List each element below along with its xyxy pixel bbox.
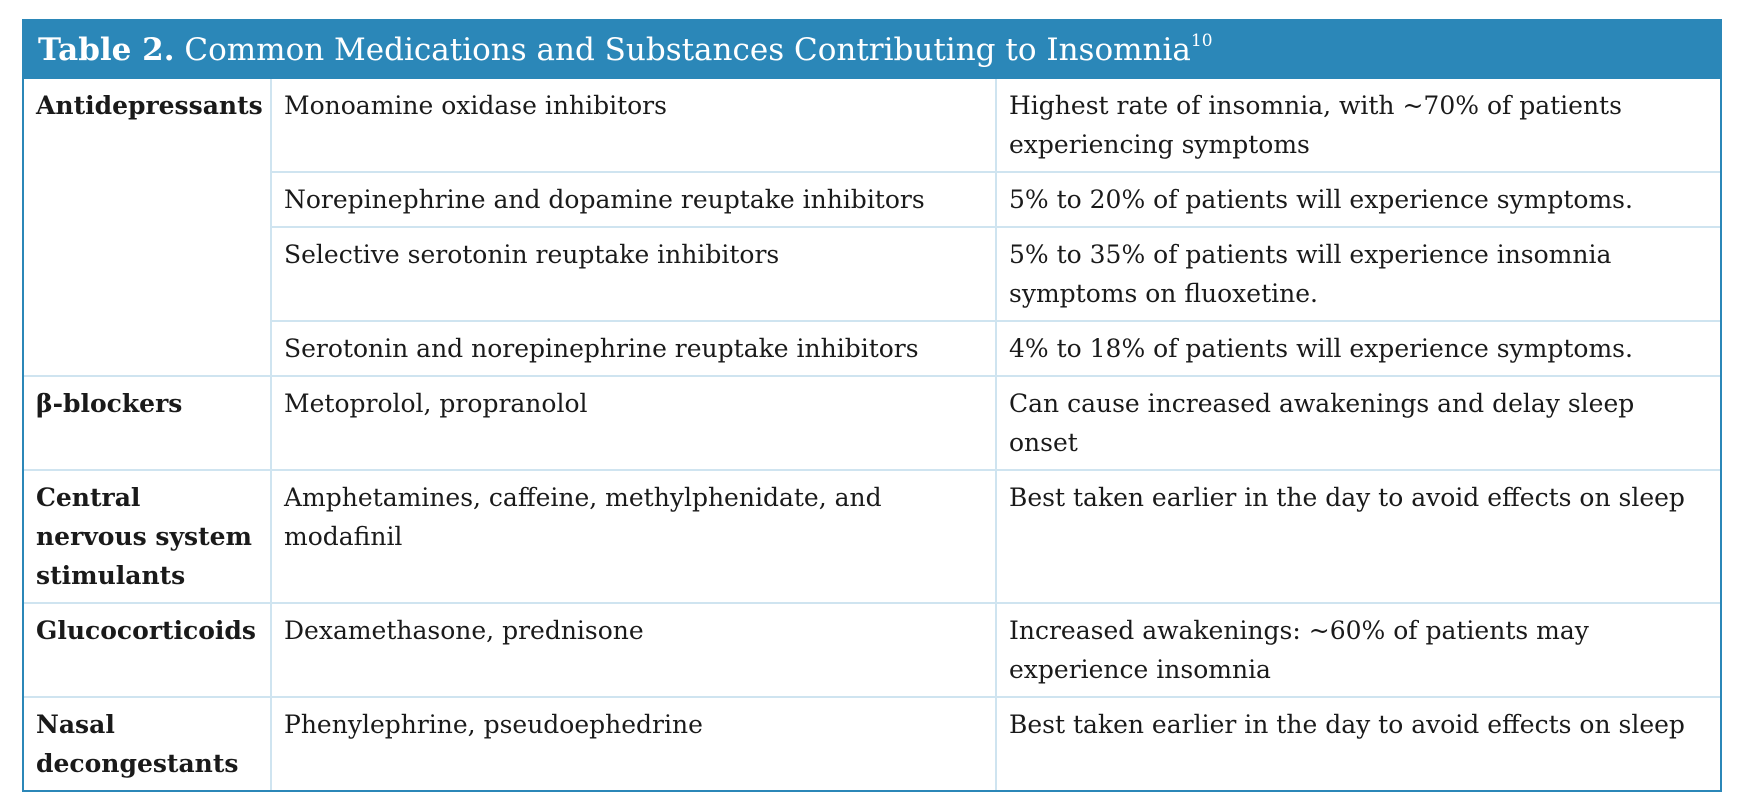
table-row [24,376,1720,470]
notes-cell: Can cause increased awakenings and delay sleep onset [996,376,1720,470]
agents-cell: Metoprolol, propranolol [271,376,996,470]
table-row [24,321,1720,376]
notes-cell: Best taken earlier in the day to avoid effects on sleep [996,697,1720,790]
notes-cell: 5% to 35% of patients will experience insomnia symptoms on fluoxetine. [996,227,1720,321]
notes-cell: 5% to 20% of patients will experience symptoms. [996,172,1720,227]
table-row [24,172,1720,227]
table-row [24,697,1720,790]
notes-cell: Highest rate of insomnia, with ~70% of patients experiencing symptoms [996,79,1720,172]
category-cell: Central nervous system stimulants [24,470,271,603]
agents-cell: Amphetamines, caffeine, methylphenidate, and modafinil [271,470,996,603]
category-cell: Antidepressants [24,79,271,376]
agents-cell: Monoamine oxidase inhibitors [271,79,996,172]
notes-cell: Best taken earlier in the day to avoid effects on sleep [996,470,1720,603]
agents-cell: Dexamethasone, prednisone [271,603,996,697]
table-caption [24,21,1720,79]
table-body [24,79,1720,790]
agents-cell: Serotonin and norepinephrine reuptake inhibitors [271,321,996,376]
category-cell: Glucocorticoids [24,603,271,697]
agents-cell: Selective serotonin reuptake inhibitors [271,227,996,321]
table-row [24,227,1720,321]
category-cell: β-blockers [24,376,271,470]
table-title: Common Medications and Substances Contributing to Insomnia [184,32,1191,68]
table-label: Table 2. [38,32,175,68]
agents-cell: Phenylephrine, pseudoephedrine [271,697,996,790]
category-cell: Nasal decongestants [24,697,271,790]
notes-cell: Increased awakenings: ~60% of patients may experience insomnia [996,603,1720,697]
agents-cell: Norepinephrine and dopamine reuptake inhibitors [271,172,996,227]
table-row [24,79,1720,172]
reference-superscript: 10 [1190,31,1213,51]
notes-cell: 4% to 18% of patients will experience symptoms. [996,321,1720,376]
table-row [24,603,1720,697]
medication-table [22,19,1722,792]
table-row [24,470,1720,603]
